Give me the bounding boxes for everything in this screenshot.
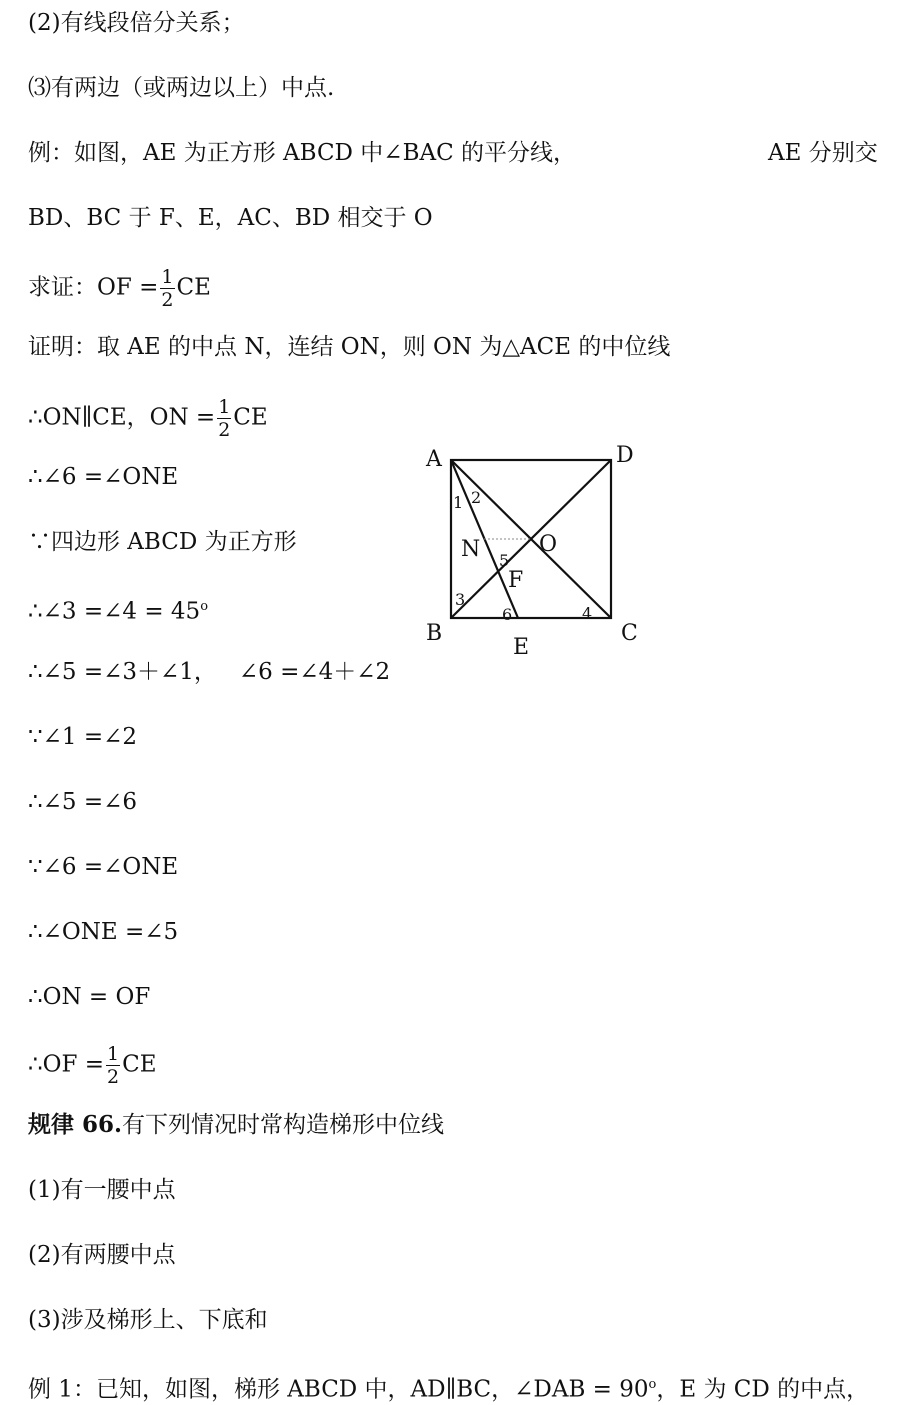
- fraction-denominator: 2: [218, 419, 231, 441]
- prove-text: 求证：OF =: [28, 274, 159, 301]
- fraction-half: [106, 1043, 120, 1088]
- on-parallel-text: ∴ON∥CE，ON =: [28, 404, 216, 431]
- label-n: N: [461, 537, 481, 562]
- angle-label-4: 4: [582, 604, 593, 623]
- line-prove: [28, 266, 211, 311]
- line-angle1-angle2: ∵∠1 =∠2: [28, 724, 138, 750]
- line-angle5-angle6: ∴∠5 =∠6: [28, 789, 138, 815]
- fraction-numerator: 1: [161, 266, 174, 288]
- line-conditions-ratio: (2)有线段倍分关系；: [28, 10, 245, 36]
- fraction-numerator: 1: [218, 396, 231, 418]
- line-one-angle5: ∴∠ONE =∠5: [28, 919, 179, 945]
- line-conclusion: [28, 1043, 157, 1088]
- degree-sup: o: [200, 599, 209, 614]
- degree-sup: o: [648, 1377, 657, 1392]
- square-geometry-figure: [418, 440, 658, 665]
- label-c: C: [621, 621, 638, 646]
- line-one-leg-midpoint: (1)有一腰中点: [28, 1177, 176, 1203]
- line-conditions-midpoints: ⑶有两边（或两边以上）中点.: [28, 75, 335, 101]
- fraction-denominator: 2: [107, 1066, 120, 1088]
- example1-text: 例 1：已知，如图，梯形 ABCD 中，AD∥BC，∠DAB = 90: [28, 1376, 649, 1403]
- fraction-half: [217, 396, 231, 441]
- line-on-parallel: [28, 396, 268, 441]
- line-square: ∵四边形 ABCD 为正方形: [28, 529, 297, 555]
- line-proof-start: 证明：取 AE 的中点 N，连结 ON，则 ON 为△ACE 的中位线: [28, 334, 671, 360]
- angle-label-3: 3: [455, 590, 466, 609]
- line-example-statement: 例：如图，AE 为正方形 ABCD 中∠BAC 的平分线，: [28, 140, 577, 166]
- fraction-numerator: 1: [107, 1043, 120, 1065]
- line-rule-66: [28, 1110, 444, 1140]
- line-example-statement-cont: AE 分别交: [768, 140, 878, 166]
- example1-text-cont: ，E 为 CD 的中点，: [656, 1376, 870, 1403]
- label-o: O: [539, 532, 558, 557]
- angle-label-6: 6: [502, 605, 513, 624]
- prove-ce: CE: [176, 274, 211, 301]
- line-angle6-one: ∴∠6 =∠ONE: [28, 464, 179, 490]
- angle-label-5: 5: [499, 551, 510, 570]
- fraction-half: [160, 266, 174, 311]
- conclusion-text: ∴OF =: [28, 1051, 105, 1078]
- line-bases-sum: (3)涉及梯形上、下底和: [28, 1307, 268, 1333]
- line-angle6-one-2: ∵∠6 =∠ONE: [28, 854, 179, 880]
- line-example-intersections: BD、BC 于 F、E，AC、BD 相交于 O: [28, 205, 433, 231]
- line-on-of: ∴ON = OF: [28, 984, 151, 1010]
- angle3-text: ∴∠3 =∠4 = 45: [28, 598, 201, 625]
- label-f: F: [508, 568, 524, 593]
- fraction-denominator: 2: [161, 289, 174, 311]
- rule-number: 规律 66.: [28, 1111, 123, 1138]
- label-a: A: [426, 447, 442, 472]
- line-angle3-angle4: [28, 592, 208, 627]
- conclusion-ce: CE: [122, 1051, 157, 1078]
- line-example-1: [28, 1370, 869, 1405]
- on-parallel-ce: CE: [233, 404, 268, 431]
- label-b: B: [426, 621, 443, 646]
- rule-text: 有下列情况时常构造梯形中位线: [122, 1112, 445, 1138]
- line-two-leg-midpoints: (2)有两腰中点: [28, 1242, 176, 1268]
- label-e: E: [513, 635, 530, 660]
- line-angle-sums: ∴∠5 =∠3＋∠1， ∠6 =∠4＋∠2: [28, 659, 391, 685]
- label-d: D: [616, 443, 634, 468]
- angle-label-2: 2: [471, 488, 482, 507]
- angle-label-1: 1: [453, 493, 464, 512]
